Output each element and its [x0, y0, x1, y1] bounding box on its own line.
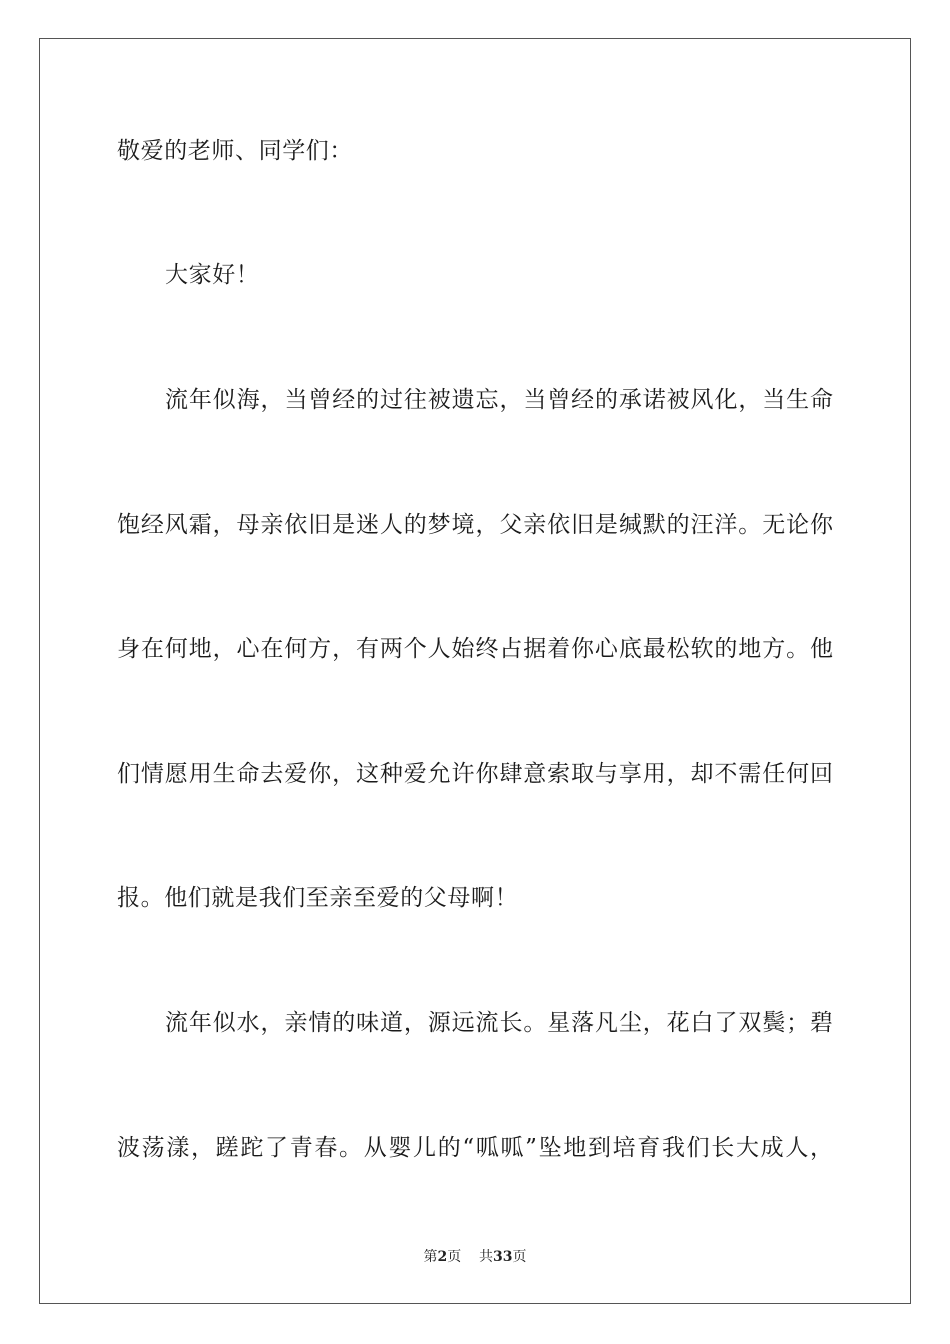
- paragraph-line: 们情愿用生命去爱你，这种爱允许你肆意索取与享用，却不需任何回: [117, 761, 833, 787]
- page-prefix: 第: [423, 1249, 438, 1265]
- page-border: [39, 38, 911, 1304]
- paragraph-line: 波荡漾，蹉跎了青春。从婴儿的“呱呱”坠地到培育我们长大成人，: [117, 1135, 833, 1161]
- greeting: 大家好！: [165, 262, 260, 288]
- paragraph-line: 流年似水，亲情的味道，源远流长。星落凡尘，花白了双鬓；碧: [165, 1010, 833, 1036]
- paragraph-line: 报。他们就是我们至亲至爱的父母啊！: [117, 885, 519, 911]
- paragraph-line: 身在何地，心在何方，有两个人始终占据着你心底最松软的地方。他: [117, 636, 833, 662]
- paragraph-line: 饱经风霜，母亲依旧是迷人的梦境，父亲依旧是缄默的汪洋。无论你: [117, 512, 833, 538]
- total-pages: 33: [493, 1249, 513, 1265]
- page-footer: [0, 1248, 950, 1266]
- total-suffix: 页: [512, 1249, 527, 1265]
- paragraph-line: 流年似海，当曾经的过往被遗忘，当曾经的承诺被风化，当生命: [165, 387, 833, 413]
- page-suffix: 页: [447, 1249, 462, 1265]
- total-prefix: 共: [479, 1249, 494, 1265]
- salutation: 敬爱的老师、同学们：: [117, 138, 353, 164]
- page-number: 2: [437, 1249, 448, 1265]
